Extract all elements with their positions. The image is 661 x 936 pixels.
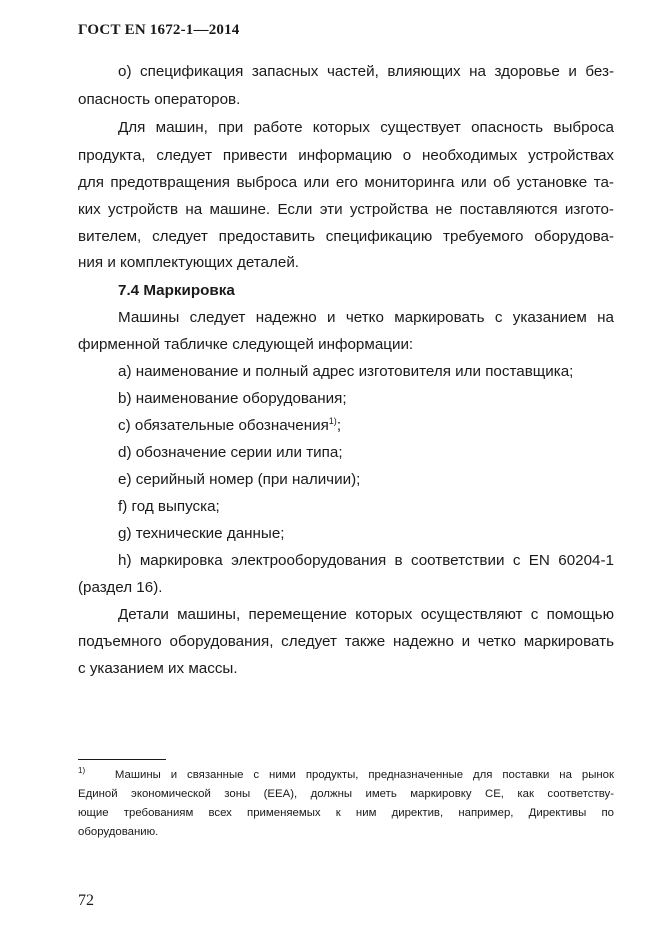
marking-intro-line-1: Машины следует надежно и четко маркировать с указанием на <box>118 309 614 326</box>
ejection-paragraph-line-5: вителем, следует предоставить спецификацию требуемого оборудова- <box>78 228 614 245</box>
marking-intro-line-2: фирменной табличке следующей информации: <box>78 336 414 353</box>
ejection-paragraph-line-4: ких устройств на машине. Если эти устройства не поставляются изгото- <box>78 201 614 218</box>
marking-item-a: a) наименование и полный адрес изготовителя или поставщика; <box>118 363 574 380</box>
marking-item-h-line-1: h) маркировка электрооборудования в соответствии с EN 60204-1 <box>118 552 614 569</box>
ejection-paragraph-line-3: для предотвращения выброса или его мониторинга или об установке та- <box>78 174 614 191</box>
marking-item-c-end: ; <box>336 417 342 434</box>
marking-item-h-line-2: (раздел 16). <box>78 579 163 596</box>
document-header: ГОСТ EN 1672-1—2014 <box>78 22 240 38</box>
item-o-line-1: o) спецификация запасных частей, влияющих на здоровье и без- <box>118 63 614 80</box>
marking-item-b: b) наименование оборудования; <box>118 390 347 407</box>
footnote-line-4: оборудованию. <box>78 826 159 838</box>
ejection-paragraph-line-2: продукта, следует привести информацию о необходимых устройствах <box>78 147 614 164</box>
closing-paragraph-line-3: с указанием их массы. <box>78 660 238 677</box>
footnote-line-1-text: Машины и связанные с ними продукты, предназначенные для поставки на рынок <box>114 769 614 781</box>
marking-item-d: d) обозначение серии или типа; <box>118 444 343 461</box>
footnote-separator <box>78 759 166 760</box>
marking-item-c-text: c) обязательные обозначения <box>118 417 329 434</box>
closing-paragraph-line-1: Детали машины, перемещение которых осуществляют с помощью <box>118 606 614 623</box>
section-heading: 7.4 Маркировка <box>118 282 235 299</box>
footnote-line-3: ющие требованиям всех применяемых к ним директив, например, Директивы по <box>78 807 614 819</box>
item-o-line-2: опасность операторов. <box>78 91 241 108</box>
closing-paragraph-line-2: подъемного оборудования, следует также надежно и четко маркировать <box>78 633 614 650</box>
footnote-reference-mark: 1) <box>328 416 337 426</box>
ejection-paragraph-line-1: Для машин, при работе которых существует опасность выброса <box>118 119 614 136</box>
ejection-paragraph-line-6: ния и комплектующих деталей. <box>78 254 300 271</box>
footnote-number: 1) <box>78 766 86 775</box>
marking-item-g: g) технические данные; <box>118 525 285 542</box>
marking-item-f: f) год выпуска; <box>118 498 220 515</box>
page-number: 72 <box>78 892 94 909</box>
marking-item-e: e) серийный номер (при наличии); <box>118 471 361 488</box>
marking-item-c <box>118 416 341 436</box>
footnote-line-1 <box>78 767 614 784</box>
footnote-line-2: Единой экономической зоны (ЕЕА), должны иметь маркировку СЕ, как соответству- <box>78 788 614 800</box>
